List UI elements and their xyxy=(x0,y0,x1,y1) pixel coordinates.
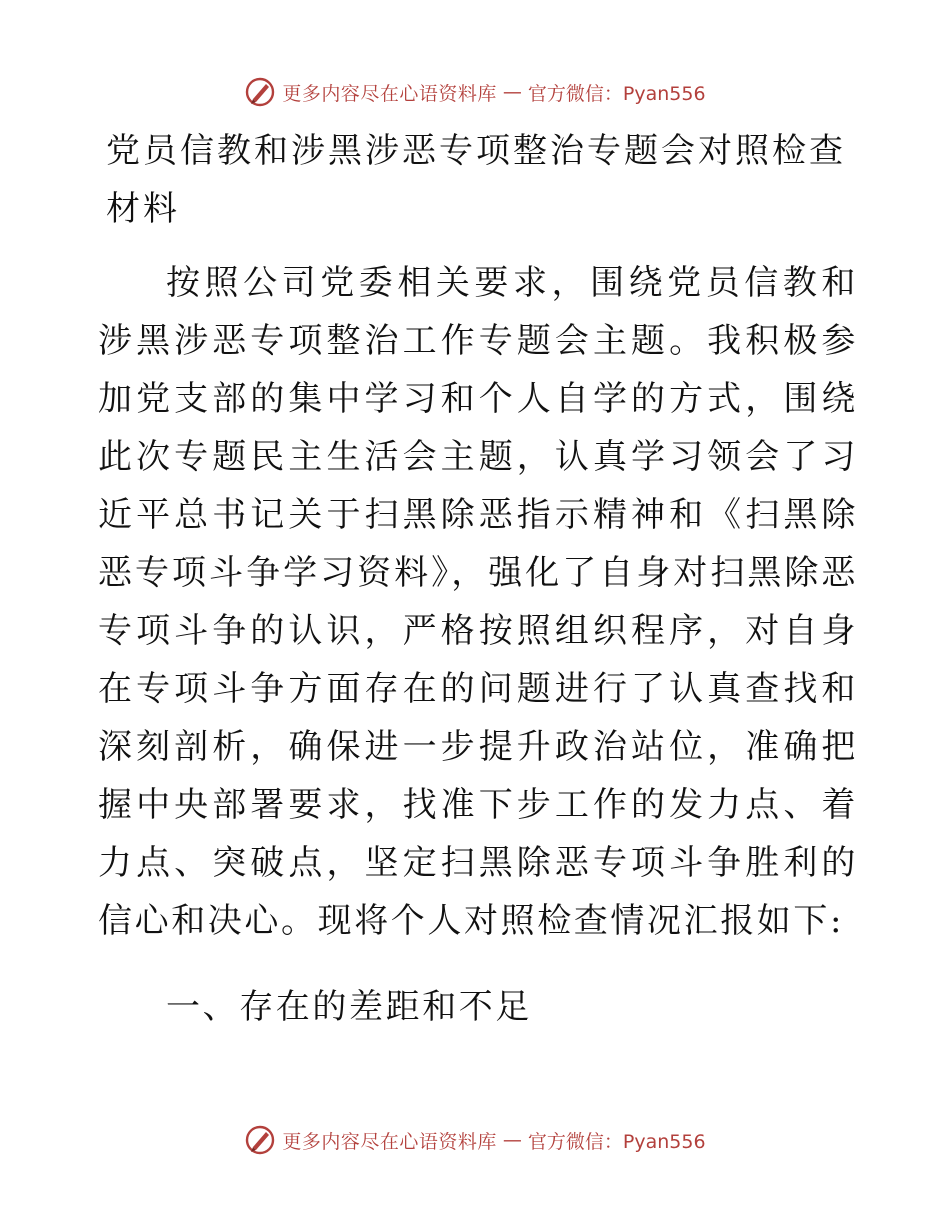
header-watermark xyxy=(0,72,950,112)
pen-logo-icon xyxy=(244,1124,276,1156)
body-paragraph: 按照公司党委相关要求，围绕党员信教和涉黑涉恶专项整治工作专题会主题。我积极参加党支部的集中学习和个人自学的方式，围绕此次专题民主生活会主题，认真学习领会了习近平总书记关于扫黑除恶指示精神和《扫黑除恶专项斗争学习资料》，强化了自身对扫黑除恶专项斗争的认识，严格按照组织程序，对自身在专项斗争方面存在的问题进行了认真查找和深刻剖析，确保进一步提升政治站位，准确把握中央部署要求，找准下步工作的发力点、着力点、突破点，坚定扫黑除恶专项斗争胜利的信心和决心。现将个人对照检查情况汇报如下: xyxy=(98,263,858,941)
section-heading: 一、存在的差距和不足 xyxy=(166,987,532,1027)
document-body xyxy=(98,122,858,1036)
watermark-site-text: 更多内容尽在心语资料库 xyxy=(282,1130,497,1153)
watermark-wechat-text: 官方微信：Pyan556 xyxy=(527,82,706,105)
watermark-site-text: 更多内容尽在心语资料库 xyxy=(282,82,497,105)
pen-logo-icon xyxy=(244,76,276,108)
document-title: 党员信教和涉黑涉恶专项整治专题会对照检查材料 xyxy=(106,131,846,229)
watermark-separator: — xyxy=(502,1129,522,1151)
watermark-wechat-text: 官方微信：Pyan556 xyxy=(527,1130,706,1153)
watermark-separator: — xyxy=(502,81,522,103)
footer-watermark xyxy=(0,1120,950,1160)
